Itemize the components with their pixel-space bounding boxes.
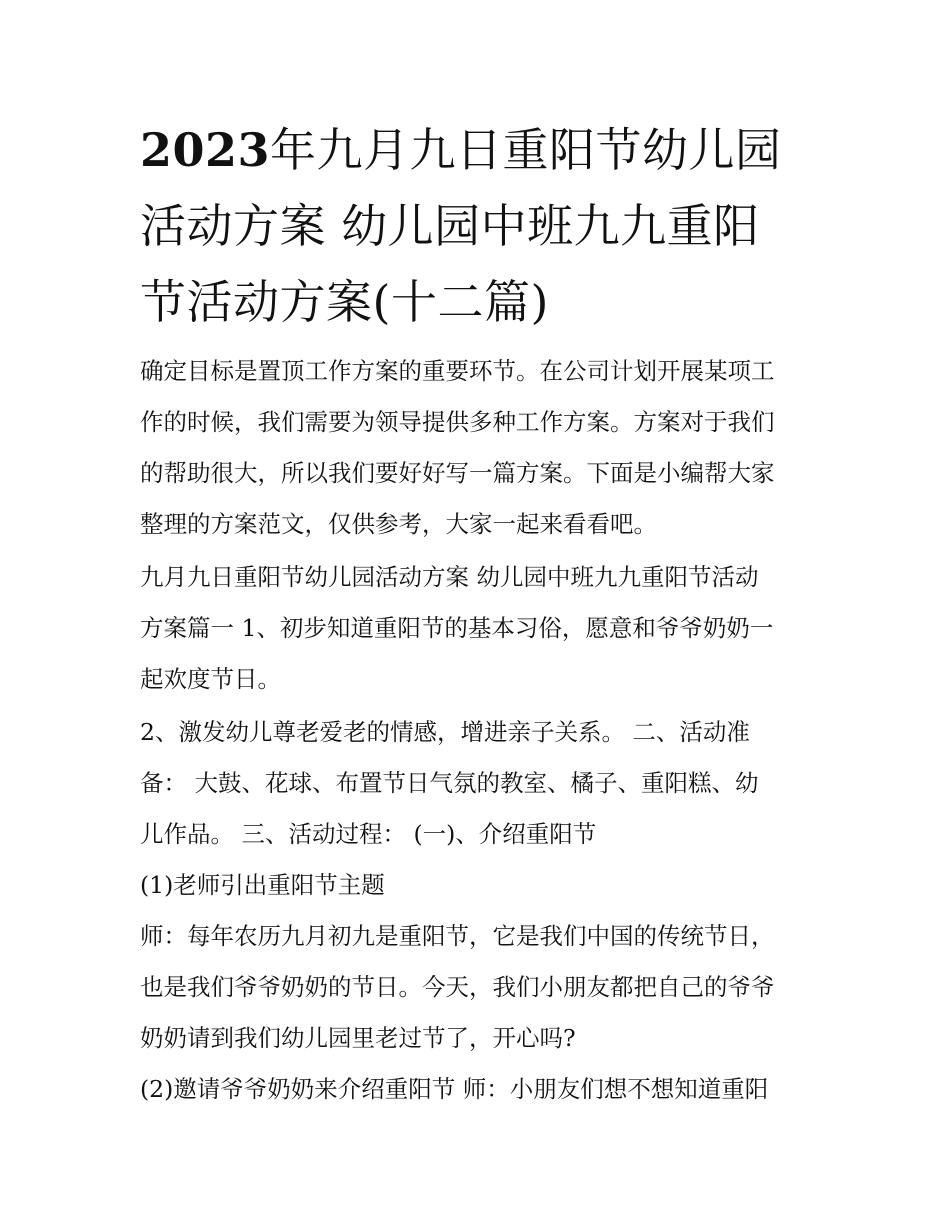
paragraph-line: 确定目标是置顶工作方案的重要环节。在公司计划开展某项工	[140, 357, 775, 385]
teacher-speech-paragraph	[140, 911, 812, 1064]
step-two-paragraph	[140, 1064, 812, 1115]
document-page	[140, 112, 812, 1115]
paragraph-line: 作的时候，我们需要为领导提供多种工作方案。方案对于我们	[140, 408, 775, 436]
paragraph-line: 也是我们爷爷奶奶的节日。今天，我们小朋友都把自己的爷爷	[140, 973, 775, 1001]
paragraph-line: 九月九日重阳节幼儿园活动方案 幼儿园中班九九重阳节活动	[140, 563, 759, 591]
title-line-2: 活动方案 幼儿园中班九九重阳	[140, 199, 760, 253]
section-one-paragraph	[140, 552, 812, 705]
paragraph-line: 奶奶请到我们幼儿园里老过节了，开心吗?	[140, 1024, 576, 1052]
paragraph-line: 备： 大鼓、花球、布置节日气氛的教室、橘子、重阳糕、幼	[140, 769, 759, 797]
paragraph-line: 起欢度节日。	[140, 665, 281, 693]
intro-paragraph	[140, 346, 812, 550]
paragraph-line: 儿作品。 三、活动过程： (一)、介绍重阳节	[140, 820, 597, 848]
paragraph-line: 师：每年农历九月初九是重阳节，它是我们中国的传统节日，	[140, 922, 775, 950]
step-one-heading	[140, 860, 812, 911]
goals-and-preparation-paragraph	[140, 707, 812, 860]
paragraph-line: (1)老师引出重阳节主题	[140, 871, 385, 899]
title-line-1-text: 年九月九日重阳节幼儿园	[270, 123, 782, 177]
paragraph-line: (2)邀请爷爷奶奶来介绍重阳节 师：小朋友们想不想知道重阳	[140, 1075, 769, 1103]
title-line-3: 节活动方案(十二篇)	[140, 275, 549, 329]
paragraph-line: 的帮助很大，所以我们要好好写一篇方案。下面是小编帮大家	[140, 459, 775, 487]
paragraph-line: 方案篇一 1、初步知道重阳节的基本习俗，愿意和爷爷奶奶一	[140, 614, 774, 642]
document-title	[140, 112, 812, 340]
paragraph-line: 整理的方案范文，仅供参考，大家一起来看看吧。	[140, 510, 657, 538]
paragraph-line: 2、激发幼儿尊老爱老的情感，增进亲子关系。 二、活动准	[140, 718, 750, 746]
title-line-1	[140, 112, 812, 188]
title-year: 2023	[140, 123, 271, 177]
